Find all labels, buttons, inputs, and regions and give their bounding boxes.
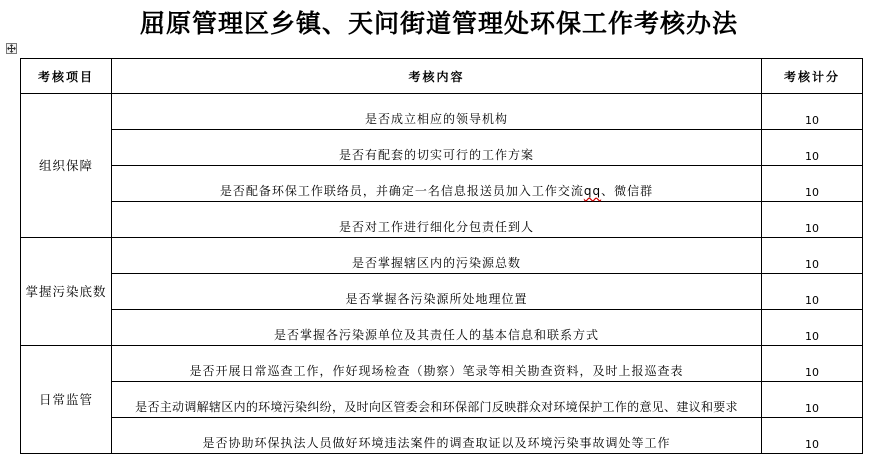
content-cell: 是否对工作进行细化分包责任到人 xyxy=(112,202,762,238)
score-cell: 10 xyxy=(762,202,863,238)
score-cell: 10 xyxy=(762,274,863,310)
table-row xyxy=(21,418,863,454)
table-row xyxy=(21,166,863,202)
score-cell: 10 xyxy=(762,382,863,418)
header-row xyxy=(21,59,863,94)
content-cell: 是否开展日常巡查工作，作好现场检查（勘察）笔录等相关勘查资料，及时上报巡查表 xyxy=(112,346,762,382)
content-cell: 是否主动调解辖区内的环境污染纠纷，及时向区管委会和环保部门反映群众对环境保护工作的意见、建议和要求 xyxy=(112,382,762,418)
category-cell: 组织保障 xyxy=(21,94,112,238)
assessment-table xyxy=(20,58,863,454)
content-cell: 是否掌握各污染源单位及其责任人的基本信息和联系方式 xyxy=(112,310,762,346)
score-cell: 10 xyxy=(762,310,863,346)
table-row xyxy=(21,94,863,130)
score-cell: 10 xyxy=(762,346,863,382)
header-content: 考核内容 xyxy=(112,59,762,94)
table-row xyxy=(21,238,863,274)
page-title: 屈原管理区乡镇、天问街道管理处环保工作考核办法 xyxy=(139,9,738,38)
category-cell: 掌握污染底数 xyxy=(21,238,112,346)
content-cell: 是否掌握各污染源所处地理位置 xyxy=(112,274,762,310)
score-cell: 10 xyxy=(762,94,863,130)
table-row xyxy=(21,382,863,418)
table-row xyxy=(21,346,863,382)
content-cell xyxy=(112,166,762,202)
content-cell: 是否协助环保执法人员做好环境违法案件的调查取证以及环境污染事故调处等工作 xyxy=(112,418,762,454)
score-cell: 10 xyxy=(762,166,863,202)
content-text-pre: 是否配备环保工作联络员，并确定一名信息报送员加入工作交流 xyxy=(219,184,584,198)
header-score: 考核计分 xyxy=(762,59,863,94)
content-cell: 是否掌握辖区内的污染源总数 xyxy=(112,238,762,274)
table-row xyxy=(21,202,863,238)
score-cell: 10 xyxy=(762,238,863,274)
content-cell: 是否成立相应的领导机构 xyxy=(112,94,762,130)
category-cell: 日常监管 xyxy=(21,346,112,454)
table-row xyxy=(21,130,863,166)
table-row xyxy=(21,310,863,346)
content-cell: 是否有配套的切实可行的工作方案 xyxy=(112,130,762,166)
spellcheck-flagged-word: qq xyxy=(583,184,602,198)
header-item: 考核项目 xyxy=(21,59,112,94)
table-move-handle-icon[interactable] xyxy=(6,43,17,54)
table-row xyxy=(21,274,863,310)
score-cell: 10 xyxy=(762,418,863,454)
score-cell: 10 xyxy=(762,130,863,166)
content-text-post: 、微信群 xyxy=(601,184,654,198)
